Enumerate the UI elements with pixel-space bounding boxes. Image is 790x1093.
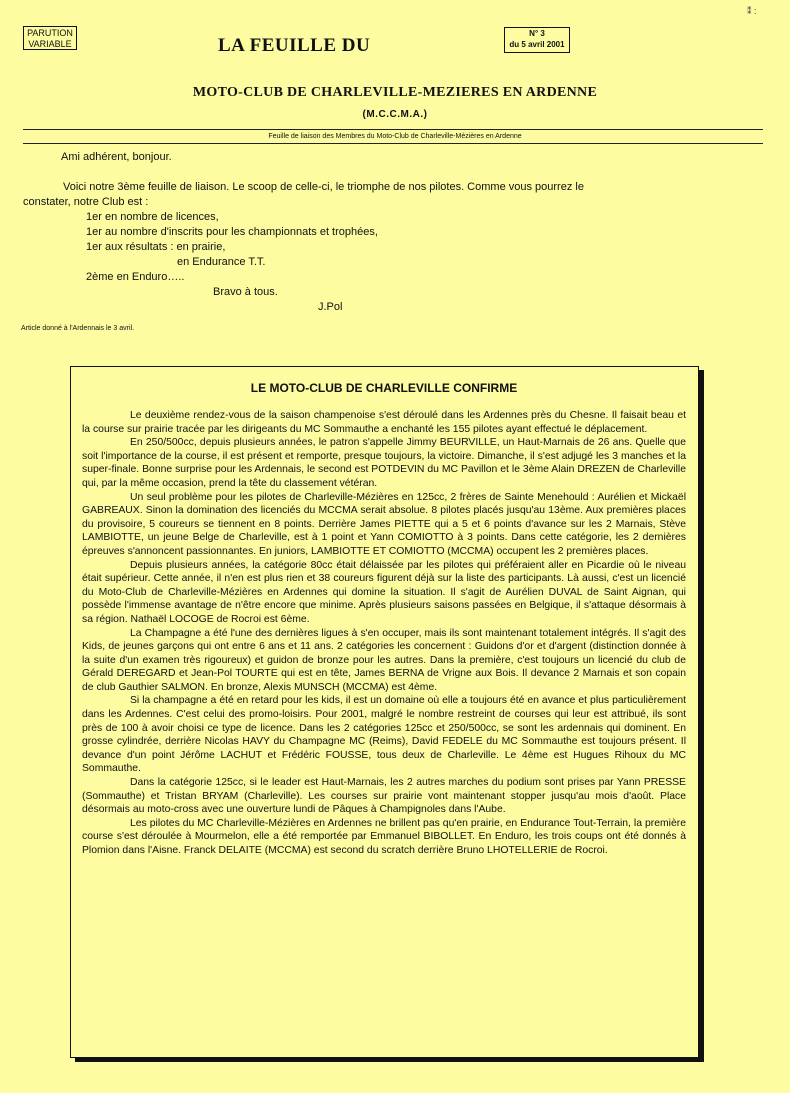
intro-continuation: constater, notre Club est : — [23, 196, 149, 208]
list-item: en Endurance T.T. — [177, 256, 266, 268]
parution-tag: PARUTION VARIABLE — [23, 26, 77, 50]
article-paragraph: Depuis plusieurs années, la catégorie 80cc était délaissée par les pilotes qui préféraient aller en Picardie où le niveau était supérieur. Cette année, il n'en est plus rien et 38 coureurs figurent déjà sur la liste des participants. Là aussi, c'est un licencié du Moto-Club de Charleville-Mézières en Ardennes qui domine la situation. Il s'agit de Aurélien DUVAL de Saint Aignan, qui possède l'immense avantage de n'être encore que minime. Après plusieurs saisons passées en Belgique, il s'attaque désormais à sa région. Nathaël LOCOGE de Rocroi est 6ème. — [82, 559, 686, 625]
corner-scan-mark: ⁑ : — [747, 6, 757, 16]
subtitle: Feuille de liaison des Membres du Moto-Club de Charleville-Mézières en Ardenne — [268, 133, 522, 140]
article-paragraph: Dans la catégorie 125cc, si le leader est Haut-Marnais, les 2 autres marches du podium sont prises par Yann PRESSE (Sommauthe) et Tristan BRYAM (Charleville). Les courses sur prairie vont maintenant stopper jusqu'au mois d'août. Place désormais au moto-cross avec une ouverture lundi de Pâques à Champignoles dans l'Aube. — [82, 777, 686, 816]
issue-box — [504, 27, 570, 53]
list-item: 1er au nombre d'inscrits pour les championnats et trophées, — [86, 226, 378, 238]
article-note: Article donné à l'Ardennais le 3 avril. — [21, 325, 135, 332]
issue-number: N° 3 — [529, 29, 545, 38]
article-paragraph: Si la champagne a été en retard pour les kids, il est un domaine où elle a toujours été en avance et plus particulièrement dans les Ardennes. C'est celui des promo-loisirs. Pour 2001, malgré le nombre restreint de courses qui leur est attribué, ils sont près de 100 à avoir choisi ce type de licence. Dans les 2 catégories 125cc et 250/500cc, se sont les ardennais qui dominent. En grosse cylindrée, derrière Nicolas HAVY du Champagne MC (Reims), David FEDELE du MC Sommauthe est toujours présent. Il devance d'un point Jérôme LACHUT et Frédéric FOUSSE, tous deux de Charleville. Le 4ème est Hugues Rihoux du MC Sommauthe. — [82, 695, 686, 775]
article-paragraph: La Champagne a été l'une des dernières ligues à s'en occuper, mais ils sont maintenant totalement intégrés. Il s'agit des Kids, de jeunes garçons qui ont entre 6 ans et 11 ans. 2 catégories les concernent : Guidons d'or et d'argent (distinction donnée à la suite d'un examen très rigoureux) et guidon de bronze pour les autres. Dans la première, c'est toujours un licencié du club de Gérald DEREGARD et Jean-Pol TOURTE qui est en tête, James BERNA de Vrigne aux Bois. Il devance 2 Marnais et son copain de club Gauthier SALMON. En bronze, Alexis MUNSCH (MCCMA) est 4ème. — [82, 627, 686, 693]
header-rule-top — [23, 129, 763, 130]
editorial-letter — [23, 150, 723, 315]
intro-line: Voici notre 3ème feuille de liaison. Le scoop de celle-ci, le triomphe de nos pilotes. Comme vous pourrez le — [63, 181, 584, 193]
closing: Bravo à tous. — [213, 286, 278, 298]
issue-date: du 5 avril 2001 — [509, 40, 565, 49]
list-item: 1er en nombre de licences, — [86, 211, 219, 223]
club-abbreviation: (M.C.C.M.A.) — [362, 109, 428, 120]
article-paragraph: Les pilotes du MC Charleville-Mézières en Ardennes ne brillent pas qu'en prairie, en Endurance Tout-Terrain, la première course s'est déroulée à Mourmelon, elle a été remportée par Emmanuel BIBOLLET. En Enduro, les trois coups ont été donnés à Plomion dans l'Aisne. Franck DELAITE (MCCMA) est second du scratch derrière Bruno LHOTELLERIE de Rocroi. — [82, 817, 686, 856]
greeting: Ami adhérent, bonjour. — [61, 151, 172, 163]
newsletter-title: LA FEUILLE DU — [218, 35, 371, 56]
list-item: 2ème en Enduro….. — [86, 271, 185, 283]
club-name: MOTO-CLUB DE CHARLEVILLE-MEZIERES EN ARDENNE — [192, 85, 598, 100]
list-item: 1er aux résultats : en prairie, — [86, 241, 226, 253]
article-box — [70, 366, 699, 1058]
article-paragraph: Un seul problème pour les pilotes de Charleville-Mézières en 125cc, 2 frères de Sainte Menehould : Aurélien et Mickaël GABREAUX. Sinon la domination des licenciés du MCCMA serait absolue. 8 pilotes placés jusqu'au 13ème. Aux premières places du provisoire, 5 coureurs se tiennent en 8 points. Derrière James PIETTE qui a 5 et 6 points d'avance sur les 2 Marnais, Stève LAMBIOTTE, un jeune Belge de Charleville, est à 1 point et Yann COMIOTTO à 3 points. Dans cette catégorie, les 2 dernières épreuves s'annoncent passionnantes. En juniors, LAMBIOTTE ET COMIOTTO (MCCMA) occupent les 2 premières places. — [82, 491, 686, 557]
header-rule-bottom — [23, 143, 763, 144]
signature: J.Pol — [318, 301, 343, 313]
article-title: LE MOTO-CLUB DE CHARLEVILLE CONFIRME — [250, 381, 518, 395]
article-paragraph: Le deuxième rendez-vous de la saison champenoise s'est déroulé dans les Ardennes près du Chesne. Il faisait beau et la course sur prairie tracée par les dirigeants du MC Sommauthe a enchanté les 155 pilotes ayant effectué le déplacement. — [82, 410, 686, 435]
article-paragraph: En 250/500cc, depuis plusieurs années, le patron s'appelle Jimmy BEURVILLE, un Haut-Marnais de 26 ans. Quelle que soit l'importance de la course, il est présent et remporte, presque toujours, la victoire. Dimanche, il s'est adjugé les 3 manches et la super-finale. Bonne surprise pour les Ardennais, le second est POTDEVIN du MC Pavillon et le 3ème Alain DREZEN de Charleville qui, par la même occasion, prend la tête du classement vétéran. — [82, 437, 686, 489]
